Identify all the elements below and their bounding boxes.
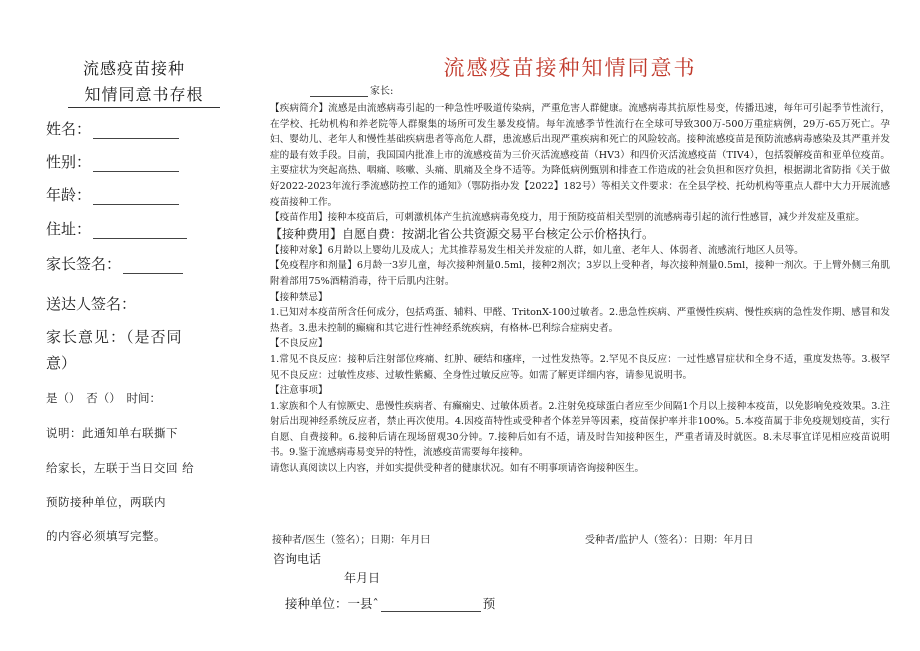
form-title: 流感疫苗接种知情同意书 [443,56,697,80]
closing-text: 请您认真阅读以上内容，并如实提供受种者的健康状况。如有不明事项请咨询接种医生。 [270,463,645,475]
opinion-line2: 意） [46,354,77,372]
name-field[interactable] [46,118,179,139]
recipient-sign[interactable]: 受种者/监护人（签名）：日期：年月日 [585,535,754,546]
age-line[interactable] [93,189,179,205]
intro-text: 流感是由流感病毒引起的一种急性呼吸道传染病，严重危害人群健康。流感病毒其抗原性易变，传播迅速，每年可引起季节性流行，在学校、托幼机构和养老院等人群聚集的场所可发生暴发疫情。每年流感季节性流行在全球可导致300万-500万重症病例，29万-65万死亡。孕妇、婴幼儿、老年人和慢性基础疾病患者等高危人群，患流感后出现严重疾病和死亡的风险较高。接种流感疫苗是预防流感病毒感染及其严重并发症的最有效手段。目前，我国国内批准上市的流感疫苗为三价灭活流感疫苗（HV3）和四价灭活流感疫苗（TIV4），包括裂解疫苗和亚单位疫苗。主要症状为突起高热、咽痛、咳嗽、头痛、肌痛及全身不适等。为降低病例甄别和排查工作造成的社会负担和医疗负担，根据湖北省防指《关于做好2022-2023年流行季流感防控工作的通知》（鄂防指办发【2022】182号）等相关文件要求：在全县学校、托幼机构等重点人群中大力开展流感疫苗接种工作。 [270,103,891,208]
name-label: 姓名： [46,120,92,138]
unit-line[interactable] [381,598,481,612]
dose-text: 6月龄一3岁儿童，每次接种剂量0.5ml，接种2剂次；3岁以上受种者，每次接种剂量0.5ml，接种一剂次。于上臂外侧三角肌附着部用75%酒精消毒，待干后肌内注射。 [270,260,891,287]
unit-field[interactable] [285,594,495,612]
address-label: 住址： [46,220,92,238]
dose-head: 【免疫程序和剂量】 [270,260,357,272]
note-line1: 说明：此通知单右联撕下 [46,426,178,440]
notice-text: 1.家族和个人有惊厥史、患慢性疾病者、有癫痫史、过敏体质者。2.注射免疫球蛋白者应至少间隔1个月以上接种本疫苗，以免影响免疫效果。3.注射后出现神经系统反应者，禁止再次使用。4.因疫苗特性或受种者个体差异等因素，疫苗保护率并非100%。5.本疫苗属于非免疫规划疫苗，实行自愿、自费接种。6.接种后请在现场留观30分钟。7.接种后如有不适，请及时告知接种医生，严重者请及时就医。8.未尽事宜详见相应疫苗说明书。9.鉴于流感病毒易变异的特性，流感疫苗需要每年接种。 [270,400,890,459]
address-field[interactable] [46,218,187,239]
name-line[interactable] [93,123,179,139]
address-line[interactable] [93,223,187,239]
effect-paragraph [270,210,890,226]
note-line3: 预防接种单位，两联内 [46,495,166,509]
adverse-head: 【不良反应】 [270,338,328,350]
form-content [270,101,890,477]
parent-field[interactable] [310,82,393,97]
parent-sign-line[interactable] [123,258,183,274]
dose-paragraph [270,258,890,289]
target-text: 6月龄以上婴幼儿及成人；尤其推荐易发生相关并发症的人群，如儿童、老年人、体弱者、流感流行地区人员等。 [327,244,804,256]
effect-text: 接种本疫苗后，可刺激机体产生抗流感病毒免疫力，用于预防疫苗相关型别的流感病毒引起的流行性感冒，减少并发症及重症。 [327,212,865,224]
parent-label: 家长: [370,86,394,97]
note-line2: 给家长，左联于当日交回 给 [46,461,195,475]
target-head: 【接种对象】 [270,244,328,256]
doctor-sign[interactable]: 接种者/医生（签名）；日期：年月曰 [272,535,431,546]
unit-suffix: 预 [482,596,496,611]
fee-paragraph: 【接种费用】自愿自费：按湖北省公共资源交易平台核定公示价格执行。 [270,226,655,241]
gender-line[interactable] [93,156,179,172]
note-line4: 的内容必须填写完整。 [46,529,166,543]
stub-title-line2: 知情同意书存根 [68,82,220,108]
contra-head: 【接种禁忌】 [270,291,328,303]
parent-name-line[interactable] [310,86,368,97]
consult-phone: 咨询电话 [273,552,322,566]
age-field[interactable] [46,184,179,205]
notice-head: 【注意事项】 [270,385,328,397]
gender-field[interactable] [46,151,179,172]
parent-sign-field[interactable] [46,253,183,274]
effect-head: 【疫苗作用】 [270,212,328,224]
target-paragraph [270,243,890,259]
intro-head: 【疾病简介】 [270,103,329,114]
parent-sign-label: 家长签名： [46,255,122,273]
stub-section [38,0,238,651]
age-label: 年龄： [46,186,92,204]
unit-label: 接种单位：一县ˆ [285,596,379,611]
yes-no-time: 是（） 否（） 时间： [46,391,161,405]
contra-text: 1.已知对本疫苗所含任何成分，包括鸡蛋、辅料、甲醛、TritonX-100过敏者。2.患急性疾病、严重慢性疾病、慢性疾病的急性发作期、感冒和发热者。3.患未控制的癫痫和其它进行性神经系统疾病，有格林-巴利综合症病史者。 [270,307,890,334]
courier-sign-label: 送达人签名： [46,295,137,313]
gender-label: 性别： [46,153,92,171]
date-label: 年月日 [344,571,381,585]
opinion-line1: 家长意见：（是否同 [46,328,183,346]
stub-title-line1: 流感疫苗接种 [83,59,186,78]
intro-paragraph [270,101,890,210]
adverse-text: 1.常见不良反应：接种后注射部位疼痛、红肿、硬结和瘙痒，一过性发热等。2.罕见不良反应：一过性感冒症状和全身不适，重度发热等。3.极罕见不良反应：过敏性皮疹、过敏性紫癜、全身性过敏反应等。如需了解更详细内容，请参见说明书。 [270,353,890,381]
